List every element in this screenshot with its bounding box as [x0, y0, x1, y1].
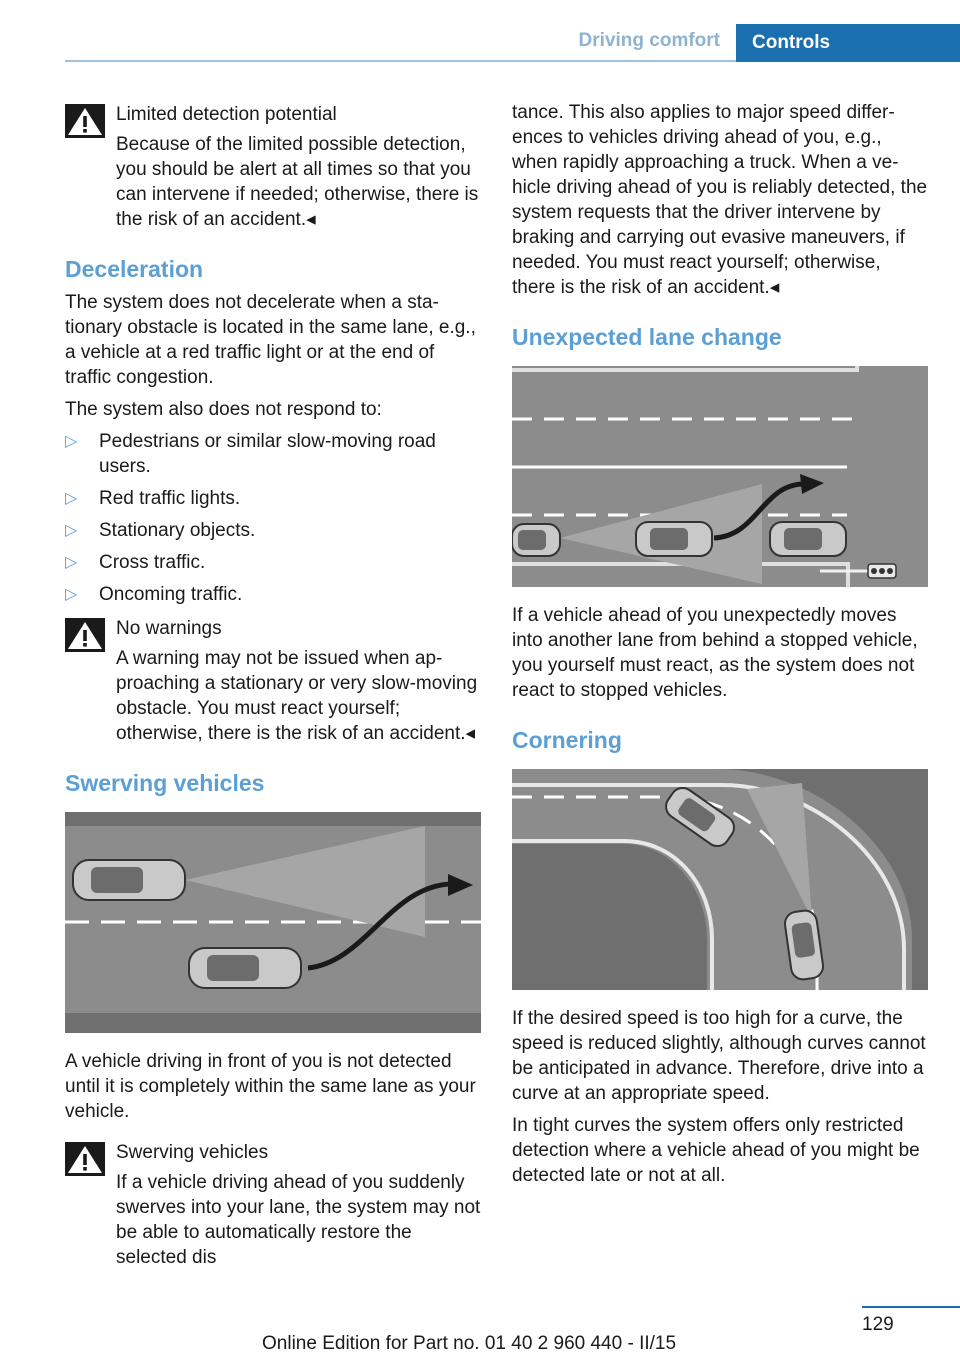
warning-no-warnings [65, 614, 481, 746]
cornering-illustration [512, 769, 928, 990]
triangle-bullet-icon: ▷ [65, 433, 78, 450]
lead-car-icon [73, 860, 185, 900]
header-chapter-tab: Controls [736, 24, 960, 62]
warning-title: Limited detection potential [116, 104, 337, 125]
heading-cornering: Cornering [512, 727, 622, 753]
cornering-paragraph-2: In tight curves the system offers only restricted detection where a vehicle ahead of you might be detected late or not at all. [512, 1115, 920, 1186]
triangle-bullet-icon: ▷ [65, 490, 78, 507]
deceleration-paragraph-1: The system does not decelerate when a stationary obstacle is located in the same lane, e.g., a vehicle at a red traffic light or at the end of traffic congestion. [65, 292, 476, 388]
warning-body-text: If a vehicle driving ahead of you suddenly swerves into your lane, the system may not be able to automatically restore the selected dis [116, 1172, 481, 1268]
swerving-paragraph-1: A vehicle driving in front of you is not detected until it is completely within the same lane as your vehicle. [65, 1051, 476, 1122]
warning-body [65, 1170, 481, 1270]
footer-edition-text: Online Edition for Part no. 01 40 2 960 440 - II/15 [262, 1333, 677, 1354]
warning-body-text: Because of the limited possible detection, you should be alert at all times so that you can intervene if needed; otherwise, there is the risk of an accident.◂ [116, 134, 479, 230]
heading-deceleration: Deceleration [65, 256, 204, 282]
page-number-rule [862, 1306, 960, 1308]
heading-unexpected-lane-change: Unexpected lane change [512, 324, 782, 350]
warning-triangle-icon [65, 1142, 105, 1176]
list-item: ▷ Cross traffic. [65, 552, 206, 573]
warning-swerving-vehicles [65, 1138, 481, 1270]
lane-change-illustration [512, 366, 928, 587]
warning-body [65, 646, 481, 746]
no-response-list [65, 429, 481, 607]
heading-swerving-vehicles: Swerving vehicles [65, 770, 265, 796]
header-section-title: Driving comfort [578, 30, 720, 51]
right-column [512, 100, 928, 1195]
triangle-bullet-icon: ▷ [65, 586, 78, 603]
swerving-vehicles-illustration [65, 812, 481, 1033]
lane-changing-car-icon [636, 522, 712, 556]
warning-body-text: A warning may not be issued when approaching a stationary or very slow-moving obstacle. You must react yourself; otherwise, there is the risk of an accident.◂ [116, 648, 478, 744]
stopped-car-icon [770, 522, 846, 556]
warning-body [65, 132, 481, 232]
cornering-paragraph-1: If the desired speed is too high for a curve, the speed is reduced slightly, although curves cannot be anticipated in advance. Therefore, drive into a curve at an appropriate speed. [512, 1008, 926, 1104]
list-item: ▷ Pedestrians or similar slow-moving road users. [65, 431, 436, 477]
list-item: ▷ Red traffic lights. [65, 488, 241, 509]
warning-triangle-icon [65, 618, 105, 652]
triangle-bullet-icon: ▷ [65, 554, 78, 571]
warning-triangle-icon [65, 104, 105, 138]
list-item: ▷ Oncoming traffic. [65, 584, 243, 605]
triangle-bullet-icon: ▷ [65, 522, 78, 539]
list-item: ▷ Stationary objects. [65, 520, 256, 541]
continued-paragraph: tance. This also applies to major speed differences to vehicles driving ahead of you, e.g., when rapidly approaching a truck. When a vehicle driving ahead of you is reliably detected, the system requests that the driver intervene by braking and carrying out evasive maneuvers, if needed. You must react yourself; otherwise, there is the risk of an accident.◂ [512, 102, 928, 298]
warning-title: No warnings [116, 618, 222, 639]
left-column [65, 100, 481, 1276]
lane-change-paragraph-1: If a vehicle ahead of you unexpectedly moves into another lane from behind a stopped vehicle, you yourself must react, as the system does not react to stopped vehicles. [512, 605, 918, 701]
warning-title: Swerving vehicles [116, 1142, 269, 1163]
warning-limited-detection [65, 100, 481, 232]
page-number: 129 [862, 1314, 894, 1335]
own-car-icon [189, 948, 301, 988]
own-car-icon [512, 524, 560, 556]
deceleration-paragraph-2: The system also does not respond to: [65, 399, 382, 420]
